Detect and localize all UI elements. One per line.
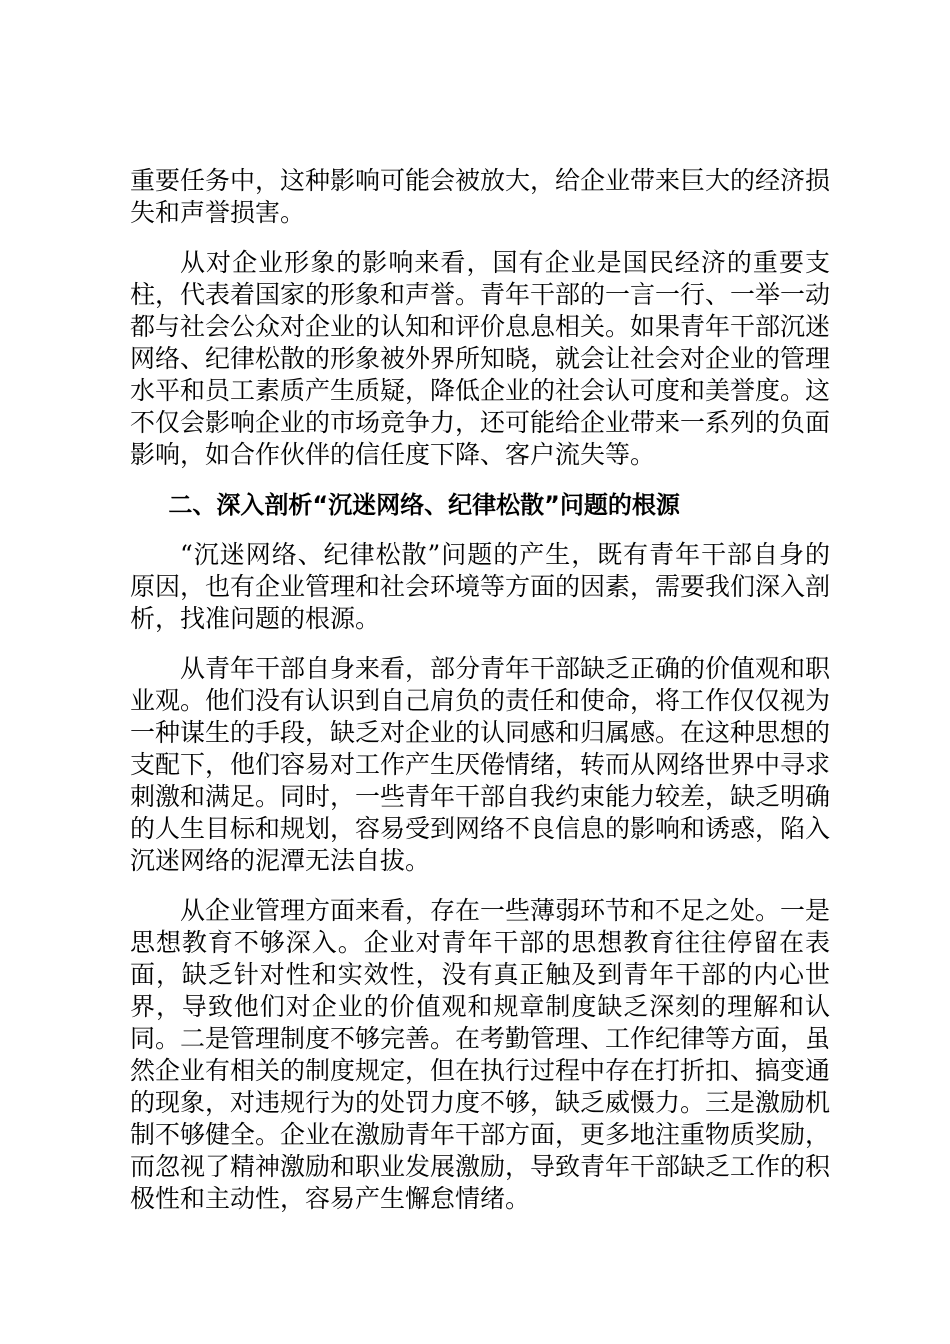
paragraph-root-causes-intro: “沉迷网络、纪律松散”问题的产生，既有青年干部自身的原因，也有企业管理和社会环境等方面的因素，需要我们深入剖析，找准问题的根源。 [130,540,831,633]
paragraph-management-causes: 从企业管理方面来看，存在一些薄弱环节和不足之处。一是思想教育不够深入。企业对青年干部的思想教育往往停留在表面，缺乏针对性和实效性，没有真正触及到青年干部的内心世界，导致他们对企业的价值观和规章制度缺乏深刻的理解和认同。二是管理制度不够完善。在考勤管理、工作纪律等方面，虽然企业有相关的制度规定，但在执行过程中存在打折扣、搞变通的现象，对违规行为的处罚力度不够，缺乏威慑力。三是激励机制不够健全。企业在激励青年干部方面，更多地注重物质奖励，而忽视了精神激励和职业发展激励，导致青年干部缺乏工作的积极性和主动性，容易产生懈怠情绪。 [130,896,831,1213]
paragraph-continuation: 重要任务中，这种影响可能会被放大，给企业带来巨大的经济损失和声誉损害。 [130,166,831,227]
document-body [130,165,830,1233]
paragraph-personal-causes: 从青年干部自身来看，部分青年干部缺乏正确的价值观和职业观。他们没有认识到自己肩负的责任和使命，将工作仅仅视为一种谋生的手段，缺乏对企业的认同感和归属感。在这种思想的支配下，他们容易对工作产生厌倦情绪，转而从网络世界中寻求刺激和满足。同时，一些青年干部自我约束能力较差，缺乏明确的人生目标和规划，容易受到网络不良信息的影响和诱惑，陷入沉迷网络的泥潭无法自拔。 [130,654,831,875]
paragraph-corporate-image: 从对企业形象的影响来看，国有企业是国民经济的重要支柱，代表着国家的形象和声誉。青年干部的一言一行、一举一动都与社会公众对企业的认知和评价息息相关。如果青年干部沉迷网络、纪律松散的形象被外界所知晓，就会让社会对企业的管理水平和员工素质产生质疑，降低企业的社会认可度和美誉度。这不仅会影响企业的市场竞争力，还可能给企业带来一系列的负面影响，如合作伙伴的信任度下降、客户流失等。 [130,248,831,469]
section-heading: 二、深入剖析“沉迷网络、纪律松散”问题的根源 [168,491,680,519]
